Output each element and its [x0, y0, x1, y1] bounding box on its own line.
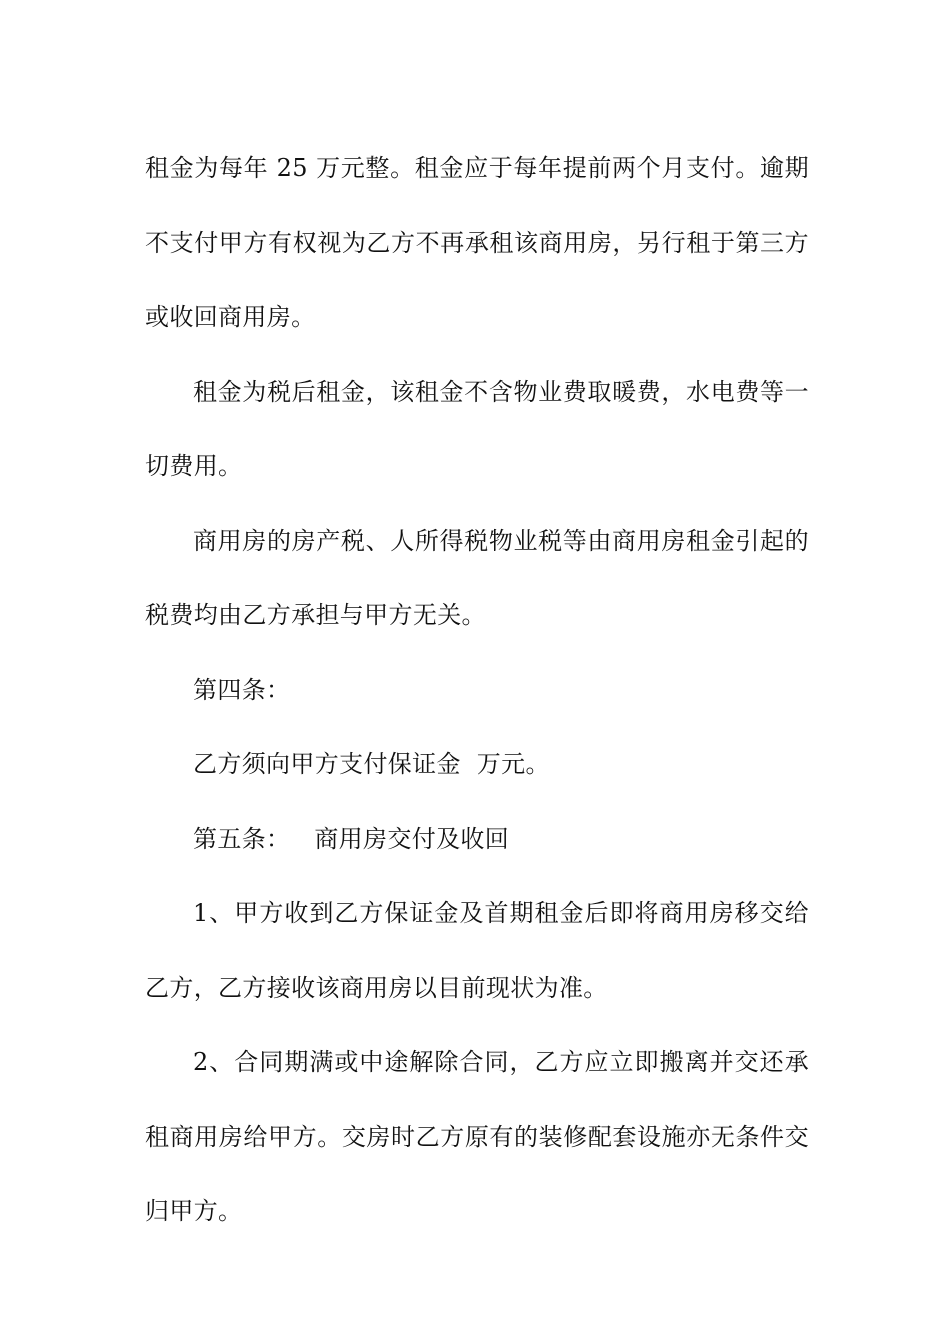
- paragraph-rent-amount: 租金为每年 25 万元整。租金应于每年提前两个月支付。逾期不支付甲方有权视为乙方不再承租该商用房，另行租于第三方或收回商用房。: [145, 154, 809, 331]
- paragraph-tax-burden: 商用房的房产税、人所得税物业税等由商用房租金引起的税费均由乙方承担与甲方无关。: [145, 526, 809, 629]
- document-body: [145, 131, 809, 1249]
- paragraph-handover: 1、甲方收到乙方保证金及首期租金后即将商用房移交给乙方，乙方接收该商用房以目前现状为准。: [145, 899, 809, 1002]
- paragraph-return: 2、合同期满或中途解除合同，乙方应立即搬离并交还承租商用房给甲方。交房时乙方原有的装修配套设施亦无条件交归甲方。: [145, 1048, 809, 1225]
- heading-article-five: 第五条： 商用房交付及收回: [193, 824, 510, 853]
- paragraph-rent-after-tax: 租金为税后租金，该租金不含物业费取暖费，水电费等一切费用。: [145, 377, 809, 480]
- heading-article-four: 第四条：: [193, 675, 291, 704]
- paragraph-deposit: 乙方须向甲方支付保证金 万元。: [193, 750, 550, 778]
